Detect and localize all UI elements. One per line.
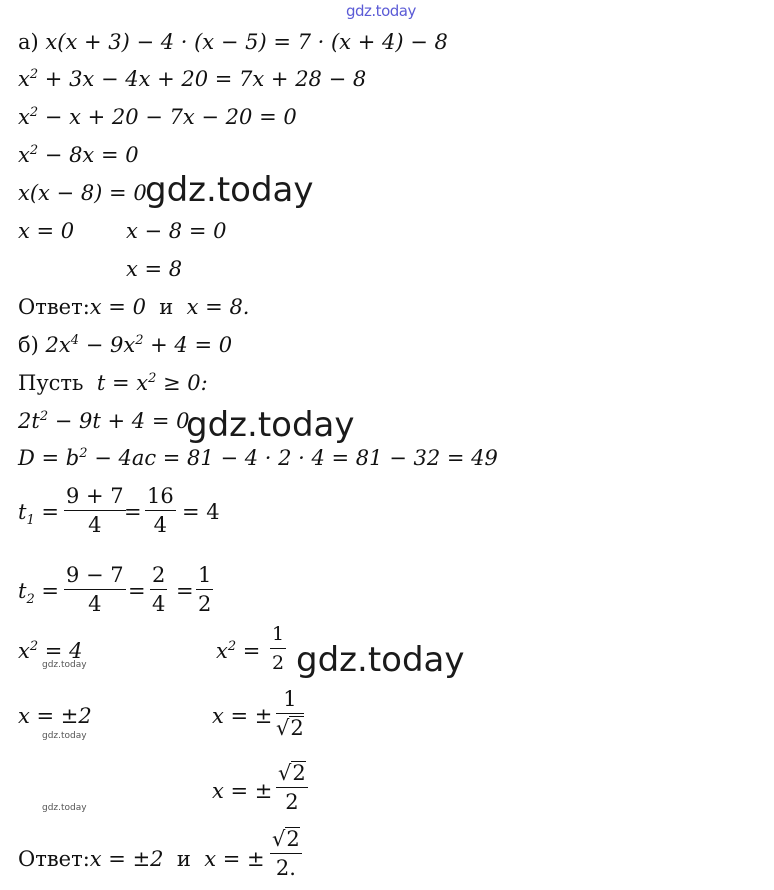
case-1-roots: x = ±2 (18, 704, 92, 728)
term: x (18, 639, 30, 663)
term: x (18, 143, 30, 167)
t1-result: = 4 (182, 500, 220, 524)
answer-and: и (159, 295, 174, 319)
term: − 8x = 0 (38, 143, 139, 167)
sqrt-symbol: √ (276, 716, 290, 740)
term: 2t (18, 409, 40, 433)
exponent: 2 (79, 446, 88, 461)
denominator: 4 (88, 513, 102, 537)
eq-sign: = (176, 579, 194, 603)
part-a-eq-2: x − 8 = 0 (126, 219, 227, 243)
part-a-line-3 (18, 104, 297, 130)
term: − x + 20 − 7x − 20 = 0 (38, 105, 297, 129)
t1-fraction-2 (145, 483, 176, 538)
term: 2x (45, 333, 71, 357)
term: t = x (96, 371, 149, 395)
watermark-top: gdz.today (346, 2, 416, 20)
numerator (276, 760, 308, 788)
answer-root-2: x = 8. (186, 295, 250, 319)
term: x (18, 105, 30, 129)
part-a-label: а) (18, 30, 39, 54)
part-a-equation: x(x + 3) − 4 · (x − 5) = 7 · (x + 4) − 8 (45, 30, 448, 54)
part-b-label: б) (18, 333, 39, 357)
exponent: 4 (70, 333, 80, 348)
watermark-small-1: gdz.today (42, 660, 87, 670)
numerator: 1 (270, 621, 286, 649)
denominator: 2. (275, 856, 296, 880)
t1-label: $t_1$ = (18, 500, 60, 528)
answer-label: Ответ: (18, 295, 90, 319)
case-2-root-fraction-2 (276, 760, 308, 815)
case-2-fraction (270, 621, 286, 676)
watermark-big-1: gdz.today (145, 170, 314, 210)
part-a-line-4 (18, 142, 139, 168)
answer-and: и (176, 847, 191, 871)
term: − 4ac = 81 − 4 · 2 · 4 = 81 − 32 = 49 (87, 446, 498, 470)
let-word: Пусть (18, 371, 84, 395)
watermark-small-2: gdz.today (42, 731, 87, 741)
radicand: 2 (286, 827, 300, 851)
exponent: 2 (29, 143, 39, 158)
part-a-answer (18, 294, 249, 320)
case-2-pm-1: x = ± (212, 704, 273, 728)
denominator (276, 714, 304, 741)
term: + 3x − 4x + 20 = 7x + 28 − 8 (38, 67, 367, 91)
substitution (97, 371, 208, 395)
t1-fraction-1 (64, 483, 126, 538)
t2-label: $t_2$ = (18, 579, 60, 607)
part-a-root-1: x = 0 (18, 219, 75, 243)
numerator: 1 (276, 686, 304, 714)
term: − 9t + 4 = 0 (48, 409, 190, 433)
exponent: 2 (29, 67, 39, 82)
numerator: 2 (150, 562, 167, 590)
part-a-line-2 (18, 66, 366, 92)
radicand: 2 (292, 761, 306, 785)
exponent: 2 (29, 639, 39, 654)
exponent: 2 (39, 409, 49, 424)
term: = 4 (38, 639, 83, 663)
part-a-line-5: x(x − 8) = 0 (18, 181, 147, 205)
sqrt-symbol: √ (278, 761, 292, 785)
term: x (216, 639, 228, 663)
term: + 4 = 0 (143, 333, 233, 357)
denominator: 4 (153, 513, 168, 537)
denominator: 4 (152, 592, 166, 616)
numerator: 9 − 7 (64, 562, 126, 590)
numerator: 9 + 7 (64, 483, 126, 511)
part-b-substitution (18, 370, 208, 396)
t2-fraction-2 (150, 562, 167, 617)
case-2-equation: $x^2$ = (216, 639, 261, 663)
case-2-root-fraction-1 (276, 686, 304, 741)
watermark-big-2: gdz.today (186, 405, 355, 445)
exponent: 2 (135, 333, 144, 348)
eq-sign: = (124, 500, 142, 524)
term: − 9x (79, 333, 136, 357)
exponent: 2 (148, 371, 157, 386)
exponent: 2 (227, 639, 237, 654)
answer-root-1: x = ±2 (89, 847, 164, 871)
numerator: 1 (196, 562, 213, 590)
answer-label: Ответ: (18, 847, 90, 871)
exponent: 2 (29, 105, 39, 120)
part-a-root-2: x = 8 (126, 257, 183, 281)
part-b-equation (46, 333, 233, 357)
denominator: 2 (285, 790, 299, 814)
case-2-pm-2: x = ± (212, 779, 273, 803)
denominator: 2 (272, 652, 285, 674)
part-b-line-1 (18, 332, 232, 358)
numerator: 16 (145, 483, 176, 511)
answer-root-1: x = 0 (89, 295, 146, 319)
part-b-quadratic (18, 408, 189, 434)
radicand: 2 (290, 716, 304, 740)
denominator: 2 (198, 592, 212, 616)
term: t (18, 579, 27, 603)
answer-root-fraction (270, 826, 302, 881)
denominator: 4 (88, 592, 102, 616)
t2-fraction-3 (196, 562, 213, 617)
part-b-discriminant (18, 445, 498, 471)
term: x (18, 67, 30, 91)
eq-sign: = (128, 579, 146, 603)
term: ≥ 0: (156, 371, 208, 395)
subscript: 2 (26, 592, 35, 607)
numerator (270, 826, 302, 854)
answer-pm: x = ± (204, 847, 265, 871)
part-b-answer (18, 846, 265, 872)
t2-fraction-1 (64, 562, 126, 617)
subscript: 1 (26, 513, 35, 528)
watermark-small-3: gdz.today (42, 803, 87, 813)
term: D = b (18, 446, 80, 470)
watermark-big-3: gdz.today (296, 640, 465, 680)
sqrt-symbol: √ (272, 827, 286, 851)
term: t (18, 500, 27, 524)
part-a-line-1 (18, 29, 448, 55)
